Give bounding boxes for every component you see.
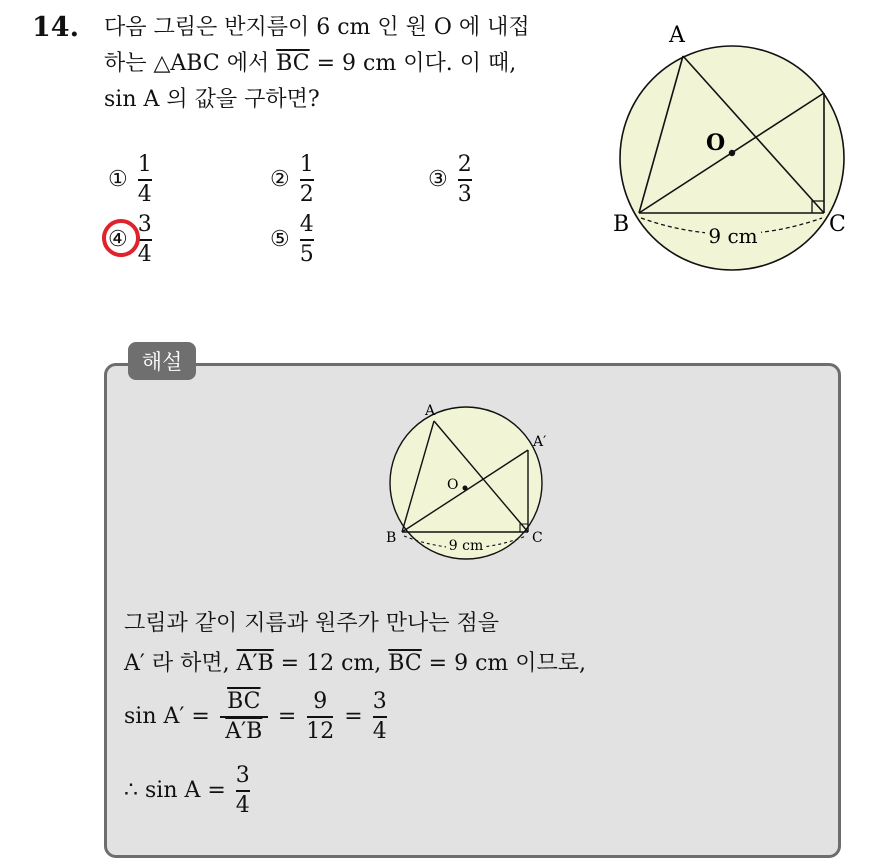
numerator: $\overline{BC}$ [227,689,261,714]
eq1-fraction-2 [306,690,334,744]
label-b: B [386,530,397,546]
choice-number: ⑤ [270,227,290,253]
label-c: C [829,212,846,237]
numerator: 3 [137,212,152,237]
question-number: 14. [32,12,79,43]
choice-number: ③ [428,167,448,193]
choice-number: ② [270,167,290,193]
eq1-equals-3: = [344,704,363,730]
denominator: 4 [235,792,250,818]
solution-line-2 [124,646,586,677]
label-b: B [613,212,630,237]
numerator: 3 [235,763,250,788]
segment-a-prime-b: A′B [236,651,274,676]
question-figure [605,20,865,280]
choice-2[interactable] [270,153,314,207]
numerator: 2 [457,152,472,177]
numerator: 9 [313,689,328,714]
label-a: A [669,23,685,48]
denominator: 4 [372,718,387,744]
choice-number: ④ [108,227,128,253]
eq1-fraction-1 [220,690,268,744]
label-o: O [447,477,459,493]
question-line-2b: = 9 cm 이다. 이 때, [309,51,517,76]
question-line-2 [104,46,594,82]
question-text [104,10,594,118]
denominator: A′B [225,718,263,744]
question-line-1: 다음 그림은 반지름이 6 cm 인 원 O 에 내접 [104,15,530,40]
numerator: 1 [137,152,152,177]
segment-bc: $\overline{BC}$ [388,651,422,676]
solution-line-2c: = 9 cm 이므로, [421,651,587,676]
choice-fraction [138,153,152,207]
label-o: O [706,130,726,156]
solution-tag: 해설 [128,342,196,380]
eq2-lhs: ∴ sin A = [124,778,226,804]
eq1-fraction-3 [373,690,387,744]
choice-fraction [300,213,314,267]
choice-5[interactable] [270,213,314,267]
numerator: 1 [299,152,314,177]
solution-line-2b: = 12 cm, [273,651,389,676]
equation-1 [124,690,387,744]
eq1-lhs: sin A′ = [124,704,210,730]
choice-fraction [458,153,472,207]
center-dot [463,486,468,491]
denominator: 12 [306,718,335,744]
denominator: 4 [137,181,152,207]
label-bc: 9 cm [448,538,484,554]
denominator: 5 [299,241,314,267]
solution-line-2a: A′ 라 하면, [124,651,237,676]
choice-fraction [300,153,314,207]
choice-1[interactable] [108,153,152,207]
question-line-2a: 하는 △ABC 에서 [104,51,277,76]
equation-2 [124,764,250,818]
denominator: 2 [299,181,314,207]
choice-number: ① [108,167,128,193]
segment-bc: $\overline{BC}$ [276,51,310,76]
solution-line-1: 그림과 같이 지름과 원주가 만나는 점을 [124,611,499,636]
label-c: C [532,530,543,546]
numerator: 3 [372,689,387,714]
eq1-equals-2: = [277,704,297,730]
choice-3[interactable] [428,153,472,207]
question-line-3: sin A 의 값을 구하면? [104,87,320,112]
center-dot [729,150,735,156]
denominator: 3 [457,181,472,207]
label-bc: 9 cm [708,224,758,248]
denominator: 4 [137,241,152,267]
label-a: A [425,403,436,419]
solution-figure [380,400,560,570]
label-a-prime: A′ [533,434,547,450]
numerator: 4 [299,212,314,237]
eq2-fraction [236,764,250,818]
